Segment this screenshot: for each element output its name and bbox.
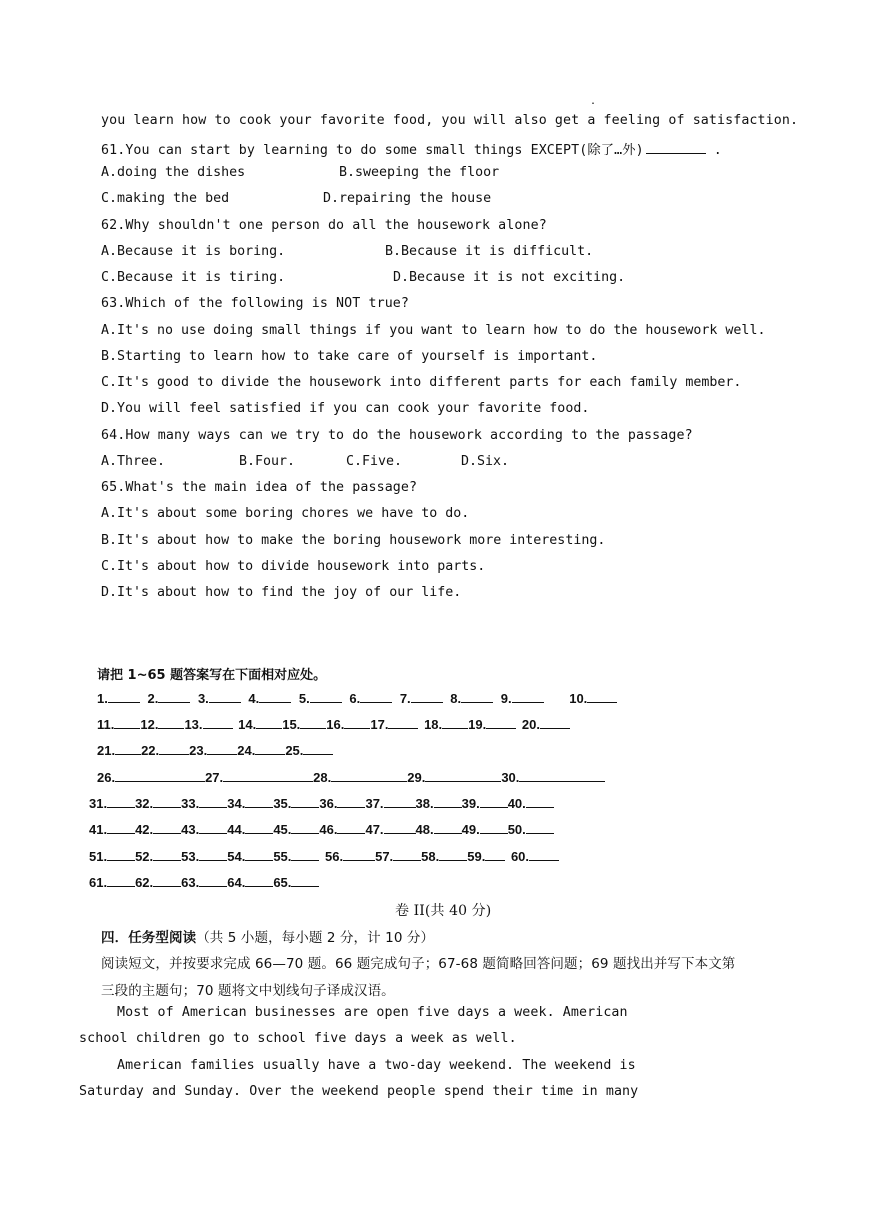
stray-dot: .: [590, 96, 597, 107]
answer-label: 36.: [319, 796, 338, 811]
answer-blank[interactable]: [153, 822, 181, 834]
answer-label: 21.: [97, 743, 116, 758]
answer-row-8: [89, 875, 319, 890]
answer-blank[interactable]: [199, 822, 227, 834]
answer-blank[interactable]: [587, 691, 617, 703]
q65-option-b: B.It's about how to make the boring housework more interesting.: [101, 533, 606, 548]
answer-label: 43.: [181, 822, 200, 837]
answer-blank[interactable]: [245, 875, 273, 887]
answer-label: 48.: [415, 822, 434, 837]
answer-blank[interactable]: [331, 770, 407, 782]
answer-blank[interactable]: [300, 717, 326, 729]
answer-label: 6.: [349, 691, 361, 706]
question-61-stem: [101, 139, 722, 158]
answer-blank[interactable]: [199, 875, 227, 887]
question-63-stem: 63.Which of the following is NOT true?: [101, 296, 410, 311]
answer-row-2: [97, 717, 570, 732]
answer-label: 31.: [89, 796, 108, 811]
answer-blank: [646, 142, 706, 154]
section-4-note: （共 5 小题，每小题 2 分，计 10 分）: [196, 930, 435, 946]
answer-label: 22.: [141, 743, 160, 758]
answer-blank[interactable]: [360, 691, 392, 703]
answer-label: 4.: [248, 691, 260, 706]
q62-option-b: B.Because it is difficult.: [385, 244, 594, 259]
answer-label: 23.: [189, 743, 208, 758]
answer-blank[interactable]: [209, 691, 241, 703]
answer-blank[interactable]: [245, 849, 273, 861]
answer-blank[interactable]: [480, 822, 508, 834]
answer-blank[interactable]: [291, 822, 319, 834]
volume-title: 卷 II(共 40 分): [395, 903, 492, 919]
answer-label: 2.: [147, 691, 159, 706]
answer-label: 55.: [273, 849, 292, 864]
answer-blank[interactable]: [255, 743, 285, 755]
answer-row-3: [97, 743, 333, 758]
answer-label: 12.: [140, 717, 159, 732]
q62-option-a: A.Because it is boring.: [101, 244, 286, 259]
answer-row-5: [89, 796, 554, 811]
section-4-instruction-line-1: 阅读短文，并按要求完成 66—70 题。66 题完成句子；67-68 题简略回答问题；69 题找出并写下本文第: [101, 956, 736, 972]
passage-paragraph-2-line-2: Saturday and Sunday. Over the weekend people spend their time in many: [79, 1084, 639, 1099]
question-65-stem: 65.What's the main idea of the passage?: [101, 480, 418, 495]
answer-label: 45.: [273, 822, 292, 837]
answer-label: 42.: [135, 822, 154, 837]
answer-label: 64.: [227, 875, 246, 890]
q63-option-a: A.It's no use doing small things if you want to learn how to do the housework well.: [101, 323, 766, 338]
answer-blank[interactable]: [461, 691, 493, 703]
answer-blank[interactable]: [343, 849, 375, 861]
answer-blank[interactable]: [245, 796, 273, 808]
answer-blank[interactable]: [107, 849, 135, 861]
answer-label: 46.: [319, 822, 338, 837]
q64-option-a: A.Three.: [101, 454, 166, 469]
q64-option-d: D.Six.: [461, 454, 510, 469]
answer-label: 53.: [181, 849, 200, 864]
answer-label: 60.: [510, 849, 530, 864]
answer-blank[interactable]: [519, 770, 605, 782]
answer-label: 49.: [461, 822, 480, 837]
answer-row-1: [97, 691, 617, 706]
answer-label: 33.: [181, 796, 200, 811]
answer-blank[interactable]: [203, 717, 233, 729]
passage-last-line: you learn how to cook your favorite food, you will also get a feeling of satisfaction.: [101, 113, 799, 128]
answer-row-6: [89, 822, 554, 837]
answer-blank[interactable]: [486, 717, 516, 729]
answer-label: 25.: [285, 743, 304, 758]
answer-blank[interactable]: [344, 717, 370, 729]
passage-paragraph-1-line-1: Most of American businesses are open five days a week. American: [117, 1005, 628, 1020]
q64-option-c: C.Five.: [346, 454, 403, 469]
answer-label: 44.: [227, 822, 246, 837]
answer-label: 47.: [365, 822, 384, 837]
answer-blank[interactable]: [411, 691, 443, 703]
answer-label: 50.: [507, 822, 526, 837]
q63-option-c: C.It's good to divide the housework into different parts for each family member.: [101, 375, 742, 390]
answer-label: 16.: [326, 717, 345, 732]
answer-blank[interactable]: [159, 743, 189, 755]
answer-label: 27.: [205, 770, 224, 785]
q63-option-d: D.You will feel satisfied if you can cook your favorite food.: [101, 401, 590, 416]
answer-blank[interactable]: [207, 743, 237, 755]
answer-blank[interactable]: [108, 691, 140, 703]
answer-label: 14.: [238, 717, 257, 732]
answer-blank[interactable]: [223, 770, 313, 782]
answer-blank[interactable]: [337, 796, 365, 808]
q62-option-d: D.Because it is not exciting.: [393, 270, 626, 285]
answer-label: 26.: [97, 770, 116, 785]
answer-blank[interactable]: [158, 717, 184, 729]
answer-label: 32.: [135, 796, 154, 811]
section-4-title: 四．任务型阅读: [101, 930, 197, 946]
answer-label: 61.: [89, 875, 108, 890]
answer-blank[interactable]: [425, 770, 501, 782]
answer-label: 3.: [197, 691, 209, 706]
answer-label: 1.: [97, 691, 108, 706]
answer-blank[interactable]: [434, 822, 462, 834]
answer-blank[interactable]: [291, 849, 319, 861]
answer-blank[interactable]: [291, 796, 319, 808]
answer-blank[interactable]: [388, 717, 418, 729]
section-4-instruction-line-2: 三段的主题句；70 题将文中划线句子译成汉语。: [101, 983, 395, 999]
answer-blank[interactable]: [245, 822, 273, 834]
q65-option-c: C.It's about how to divide housework into parts.: [101, 559, 486, 574]
q65-option-a: A.It's about some boring chores we have to do.: [101, 506, 470, 521]
answer-label: 8.: [450, 691, 462, 706]
answer-row-7: [89, 849, 559, 864]
answer-blank[interactable]: [107, 796, 135, 808]
answer-blank[interactable]: [526, 796, 554, 808]
answer-label: 13.: [184, 717, 203, 732]
answer-blank[interactable]: [114, 717, 140, 729]
answer-blank[interactable]: [310, 691, 342, 703]
answer-label: 11.: [97, 717, 115, 732]
answer-label: 63.: [181, 875, 200, 890]
answer-label: 41.: [89, 822, 108, 837]
question-61-tail: .: [713, 143, 722, 158]
answer-blank[interactable]: [526, 822, 554, 834]
answer-label: 56.: [325, 849, 344, 864]
answer-blank[interactable]: [540, 717, 570, 729]
passage-paragraph-1-line-2: school children go to school five days a week as well.: [79, 1031, 517, 1046]
answer-blank[interactable]: [115, 743, 141, 755]
answer-label: 52.: [135, 849, 154, 864]
answer-label: 30.: [501, 770, 520, 785]
question-64-stem: 64.How many ways can we try to do the housework according to the passage?: [101, 428, 693, 443]
answer-label: 35.: [273, 796, 292, 811]
answer-label: 20.: [521, 717, 540, 732]
question-62-stem: 62.Why shouldn't one person do all the housework alone?: [101, 218, 547, 233]
answer-blank[interactable]: [303, 743, 333, 755]
answer-label: 54.: [227, 849, 246, 864]
answer-blank[interactable]: [115, 770, 205, 782]
answer-blank[interactable]: [153, 796, 181, 808]
answer-label: 28.: [313, 770, 332, 785]
answer-label: 37.: [365, 796, 384, 811]
answer-blank[interactable]: [199, 849, 227, 861]
answer-label: 51.: [89, 849, 108, 864]
answer-blank[interactable]: [107, 822, 135, 834]
answer-label: 19.: [468, 717, 487, 732]
answer-blank[interactable]: [480, 796, 508, 808]
answer-blank[interactable]: [434, 796, 462, 808]
section-4-heading: [101, 926, 434, 946]
q61-option-c: C.making the bed: [101, 191, 230, 206]
answer-blank[interactable]: [384, 822, 416, 834]
q62-option-c: C.Because it is tiring.: [101, 270, 286, 285]
q63-option-b: B.Starting to learn how to take care of yourself is important.: [101, 349, 598, 364]
answer-label: 65.: [273, 875, 292, 890]
answer-blank[interactable]: [153, 875, 181, 887]
answer-label: 62.: [135, 875, 154, 890]
answer-label: 29.: [407, 770, 426, 785]
q61-option-a: A.doing the dishes: [101, 165, 246, 180]
passage-paragraph-2-line-1: American families usually have a two-day weekend. The weekend is: [117, 1058, 636, 1073]
answer-label: 39.: [461, 796, 480, 811]
answer-blank[interactable]: [442, 717, 468, 729]
q64-option-b: B.Four.: [239, 454, 296, 469]
answer-label: 17.: [370, 717, 389, 732]
answer-label: 10.: [569, 691, 588, 706]
answer-blank[interactable]: [256, 717, 282, 729]
answer-blank[interactable]: [384, 796, 416, 808]
answer-label: 24.: [237, 743, 256, 758]
answer-label: 40.: [507, 796, 526, 811]
answer-row-4: [97, 770, 605, 785]
answer-label: 7.: [399, 691, 411, 706]
question-61-text: 61.You can start by learning to do some small things EXCEPT(除了…外): [101, 143, 644, 158]
answer-label: 9.: [500, 691, 512, 706]
answer-label: 57.: [375, 849, 394, 864]
answer-label: 58.: [421, 849, 440, 864]
answer-label: 38.: [415, 796, 434, 811]
answer-label: 15.: [282, 717, 301, 732]
answer-blank[interactable]: [485, 849, 505, 861]
answer-blank[interactable]: [153, 849, 181, 861]
answer-instruction: 请把 1~65 题答案写在下面相对应处。: [97, 668, 327, 683]
answer-blank[interactable]: [259, 691, 291, 703]
q65-option-d: D.It's about how to find the joy of our life.: [101, 585, 462, 600]
answer-blank[interactable]: [107, 875, 135, 887]
q61-option-b: B.sweeping the floor: [339, 165, 500, 180]
answer-blank[interactable]: [337, 822, 365, 834]
answer-blank[interactable]: [158, 691, 190, 703]
answer-label: 59.: [467, 849, 486, 864]
answer-blank[interactable]: [199, 796, 227, 808]
answer-label: 18.: [424, 717, 443, 732]
answer-blank[interactable]: [291, 875, 319, 887]
answer-blank[interactable]: [393, 849, 421, 861]
answer-blank[interactable]: [439, 849, 467, 861]
answer-label: 5.: [298, 691, 310, 706]
answer-label: 34.: [227, 796, 246, 811]
answer-blank[interactable]: [529, 849, 559, 861]
answer-blank[interactable]: [512, 691, 544, 703]
q61-option-d: D.repairing the house: [323, 191, 492, 206]
